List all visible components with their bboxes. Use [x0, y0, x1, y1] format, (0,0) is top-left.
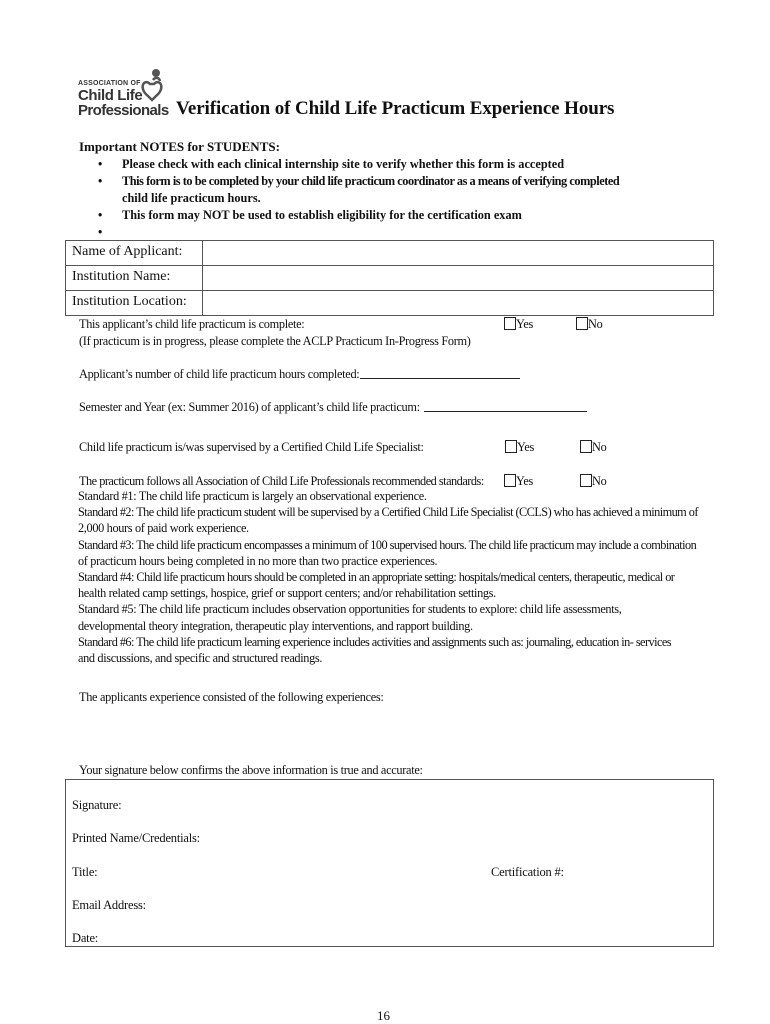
experiences-label: The applicants experience consisted of the following experiences:	[79, 690, 384, 704]
institution-name-row	[66, 266, 713, 291]
printed-name-label: Printed Name/Credentials:	[72, 831, 200, 845]
standard-line: Standard #4: Child life practicum hours should be completed in an appropriate setting: hospitals/medical centers, therapeutic, medical or	[78, 570, 675, 585]
practicum-complete-label: This applicant’s child life practicum is complete:	[79, 317, 305, 331]
hours-input-line[interactable]	[360, 378, 520, 379]
applicant-info-table	[65, 240, 714, 316]
standard-line: 2,000 hours of paid work experience.	[78, 521, 249, 536]
note-item-continuation: child life practicum hours.	[122, 191, 261, 205]
yes-label: Yes	[517, 440, 534, 454]
institution-name-label: Institution Name:	[72, 269, 171, 284]
standards-yes[interactable]	[504, 474, 533, 489]
signature-table	[65, 779, 714, 947]
standards-label: The practicum follows all Association of Child Life Professionals recommended standards:	[79, 474, 484, 488]
signature-confirm-text: Your signature below confirms the above information is true and accurate:	[79, 763, 423, 777]
standards-yes-checkbox[interactable]	[504, 474, 516, 487]
certification-label: Certification #:	[491, 865, 564, 879]
note-item: • Please check with each clinical internship site to verify whether this form is accepted	[98, 156, 708, 173]
institution-location-label: Institution Location:	[72, 294, 187, 309]
applicant-name-row	[66, 241, 713, 266]
hours-label: Applicant’s number of child life practicum hours completed:	[79, 367, 360, 381]
standard-line: Standard #5: The child life practicum includes observation opportunities for students to explore: child life assessments,	[78, 602, 622, 617]
logo-line-3: Professionals	[78, 102, 169, 119]
notes-heading: Important NOTES for STUDENTS:	[79, 139, 280, 154]
institution-name-field[interactable]	[203, 266, 713, 290]
no-label: No	[588, 317, 603, 331]
supervised-label: Child life practicum is/was supervised by a Certified Child Life Specialist:	[79, 440, 424, 454]
note-item: • This form is to be completed by your child life practicum coordinator as a means of verifying completed	[98, 173, 708, 190]
aclp-logo	[78, 68, 174, 120]
standard-line: health related camp settings, hospice, grief or support centers; and/or rehabilitation settings.	[78, 586, 496, 601]
practicum-complete-yes[interactable]	[504, 317, 533, 332]
standards-list	[78, 488, 748, 666]
semester-input-line[interactable]	[424, 411, 587, 412]
date-label: Date:	[72, 931, 99, 945]
logo-line-2: Child Life	[78, 87, 143, 104]
note-item-empty	[98, 224, 708, 241]
yes-label: Yes	[516, 317, 533, 331]
standard-line: Standard #2: The child life practicum student will be supervised by a Certified Child Life Specialist (CCLS) who has achieved a minimum of	[78, 505, 698, 520]
standard-line: and discussions, and specific and structured readings.	[78, 651, 323, 666]
supervised-no-checkbox[interactable]	[580, 440, 592, 453]
applicant-name-field[interactable]	[203, 241, 713, 265]
supervised-no[interactable]	[580, 440, 606, 455]
standard-line: of practicum hours being completed in no more than two practice experiences.	[78, 553, 438, 568]
standard-line: Standard #1: The child life practicum is largely an observational experience.	[78, 489, 427, 503]
email-label: Email Address:	[72, 898, 146, 912]
practicum-complete-no[interactable]	[576, 317, 602, 332]
page-number: 16	[377, 1008, 390, 1023]
title-label: Title:	[72, 865, 98, 879]
practicum-complete-yes-checkbox[interactable]	[504, 317, 516, 330]
notes-list	[98, 156, 708, 241]
standard-line: developmental theory integration, therapeutic play interventions, and rapport building.	[78, 618, 473, 633]
logo-line-1: ASSOCIATION OF	[78, 80, 141, 87]
standard-line: Standard #3: The child life practicum encompasses a minimum of 100 supervised hours. The child life practicum may include a combination	[78, 537, 697, 552]
signature-label: Signature:	[72, 798, 122, 812]
page-title: Verification of Child Life Practicum Experience Hours	[176, 98, 615, 119]
standards-no[interactable]	[580, 474, 606, 489]
supervised-yes[interactable]	[505, 440, 534, 455]
standard-line: Standard #6: The child life practicum learning experience includes activities and assignments such as: journaling, education in- services	[78, 634, 672, 649]
no-label: No	[592, 474, 607, 488]
yes-label: Yes	[516, 474, 533, 488]
semester-label: Semester and Year (ex: Summer 2016) of applicant’s child life practicum:	[79, 400, 420, 414]
child-figure-heart-icon	[140, 68, 170, 108]
supervised-yes-checkbox[interactable]	[505, 440, 517, 453]
applicant-name-label: Name of Applicant:	[72, 244, 183, 259]
standards-no-checkbox[interactable]	[580, 474, 592, 487]
practicum-complete-no-checkbox[interactable]	[576, 317, 588, 330]
no-label: No	[592, 440, 607, 454]
note-item: • This form may NOT be used to establish eligibility for the certification exam	[98, 207, 708, 224]
institution-location-field[interactable]	[203, 291, 713, 315]
in-progress-note: (If practicum is in progress, please complete the ACLP Practicum In-Progress Form)	[79, 334, 471, 348]
institution-location-row	[66, 291, 713, 315]
